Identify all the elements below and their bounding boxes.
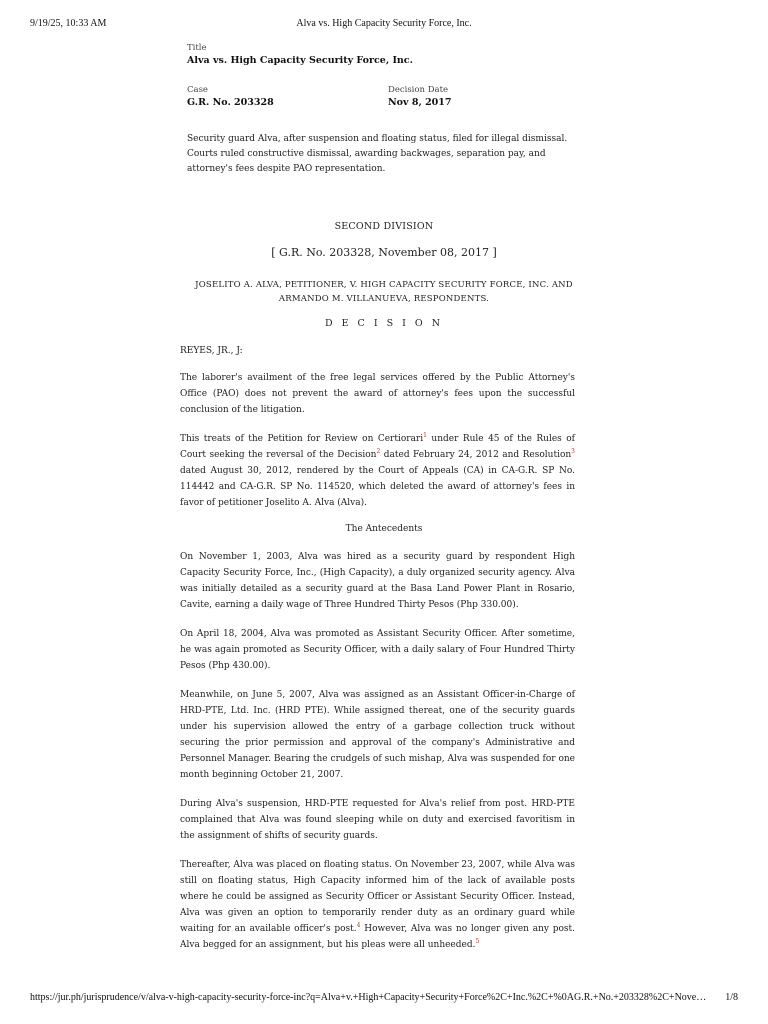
division-heading: SECOND DIVISION — [334, 221, 434, 232]
paragraph-2-text-a: This treats of the Petition for Review on Certiorari — [180, 434, 424, 444]
title-label: Title — [187, 43, 207, 53]
antecedents-heading: The Antecedents — [345, 524, 423, 534]
case-label: Case — [187, 85, 208, 95]
paragraph-1: The laborer's availment of the free legal services offered by the Public Attorney's Office (PAO) does not prevent the award of attorney's fees upon the successful conclusion of the litigation. — [180, 373, 575, 415]
paragraph-5: Meanwhile, on June 5, 2007, Alva was assigned as an Assistant Officer-in-Charge of HRD-PTE, Ltd. Inc. (HRD PTE). While assigned thereat, one of the security guards under his supervision allowed the entry of a garbage collection truck without securing the prior permission and approval of the company's Administrative and Personnel Manager. Bearing the crudgels of such mishap, Alva was suspended for one month beginning October 21, 2007. — [180, 690, 575, 780]
paragraph-3: On November 1, 2003, Alva was hired as a security guard by respondent High Capacity Security Force, Inc., (High Capacity), a duly organized security agency. Alva was initially detailed as a security guard at the Basa Land Power Plant in Rosario, Cavite, earning a daily wage of Three Hundred Thirty Pesos (Php 330.00). — [180, 552, 575, 610]
title-value: Alva vs. High Capacity Security Force, Inc. — [187, 55, 413, 66]
paragraph-7-text-b: However, Alva was no longer given any post. Alva begged for an assignment, but his pleas were all unheeded. — [180, 924, 575, 950]
footnote-ref-1[interactable]: 1 — [423, 432, 427, 439]
footnote-ref-5[interactable]: 5 — [475, 938, 480, 945]
parties-heading: JOSELITO A. ALVA, PETITIONER, V. HIGH CAPACITY SECURITY FORCE, INC. AND ARMANDO M. VILLANUEVA, RESPONDENTS. — [195, 280, 573, 304]
page-number: 1/8 — [725, 992, 738, 1003]
paragraph-4: On April 18, 2004, Alva was promoted as Assistant Security Officer. After sometime, he was again promoted as Security Officer, with a daily salary of Four Hundred Thirty Pesos (Php 430.00). — [180, 629, 575, 671]
print-url: https://jur.ph/jurisprudence/v/alva-v-high-capacity-security-force-inc?q=Alva+v.+High+Capacity+Security+Force%2C+Inc.%2C+%0AG.R.+No.+203328%2C+Nove… — [30, 992, 707, 1003]
gr-number-heading: [ G.R. No. 203328, November 08, 2017 ] — [271, 246, 497, 259]
case-summary: Security guard Alva, after suspension and floating status, filed for illegal dismissal. Courts ruled constructive dismissal, awarding backwages, separation pay, and attorney's fees despite PAO representation. — [187, 134, 568, 174]
print-datetime: 9/19/25, 10:33 AM — [30, 18, 107, 29]
paragraph-7 — [180, 857, 575, 953]
footnote-ref-4[interactable]: 4 — [356, 922, 361, 929]
paragraph-2 — [180, 431, 575, 511]
footnote-ref-2[interactable]: 2 — [376, 448, 381, 455]
paragraph-2-text-b: under Rule 45 of the Rules of Court seeking the reversal of the Decision — [180, 434, 576, 460]
paragraph-6: During Alva's suspension, HRD-PTE requested for Alva's relief from post. HRD-PTE complained that Alva was found sleeping while on duty and exercised favoritism in the assignment of shifts of security guards. — [180, 799, 575, 841]
decision-date-value: Nov 8, 2017 — [388, 97, 452, 108]
ponente: REYES, JR., J: — [180, 346, 243, 356]
paragraph-7-text-a: Thereafter, Alva was placed on floating status. On November 23, 2007, while Alva was still on floating status, High Capacity informed him of the lack of available posts where he could be assigned as Security Officer or Assistant Security Officer. Instead, Alva was given an option to temporarily render duty as an ordinary guard while waiting for an available officer's post. — [180, 860, 575, 934]
paragraph-2-text-c: dated February 24, 2012 and Resolution — [380, 450, 572, 460]
case-value: G.R. No. 203328 — [187, 97, 274, 108]
footnote-ref-3[interactable]: 3 — [571, 448, 575, 455]
print-page-title: Alva vs. High Capacity Security Force, Inc. — [296, 18, 472, 29]
decision-heading: D E C I S I O N — [324, 318, 444, 329]
decision-date-label: Decision Date — [388, 85, 449, 95]
paragraph-2-text-d: dated August 30, 2012, rendered by the Court of Appeals (CA) in CA-G.R. SP No. 114442 and CA-G.R. SP No. 114520, which deleted the award of attorney's fees in favor of petitioner Joselito A. Alva (Alva). — [180, 466, 575, 508]
